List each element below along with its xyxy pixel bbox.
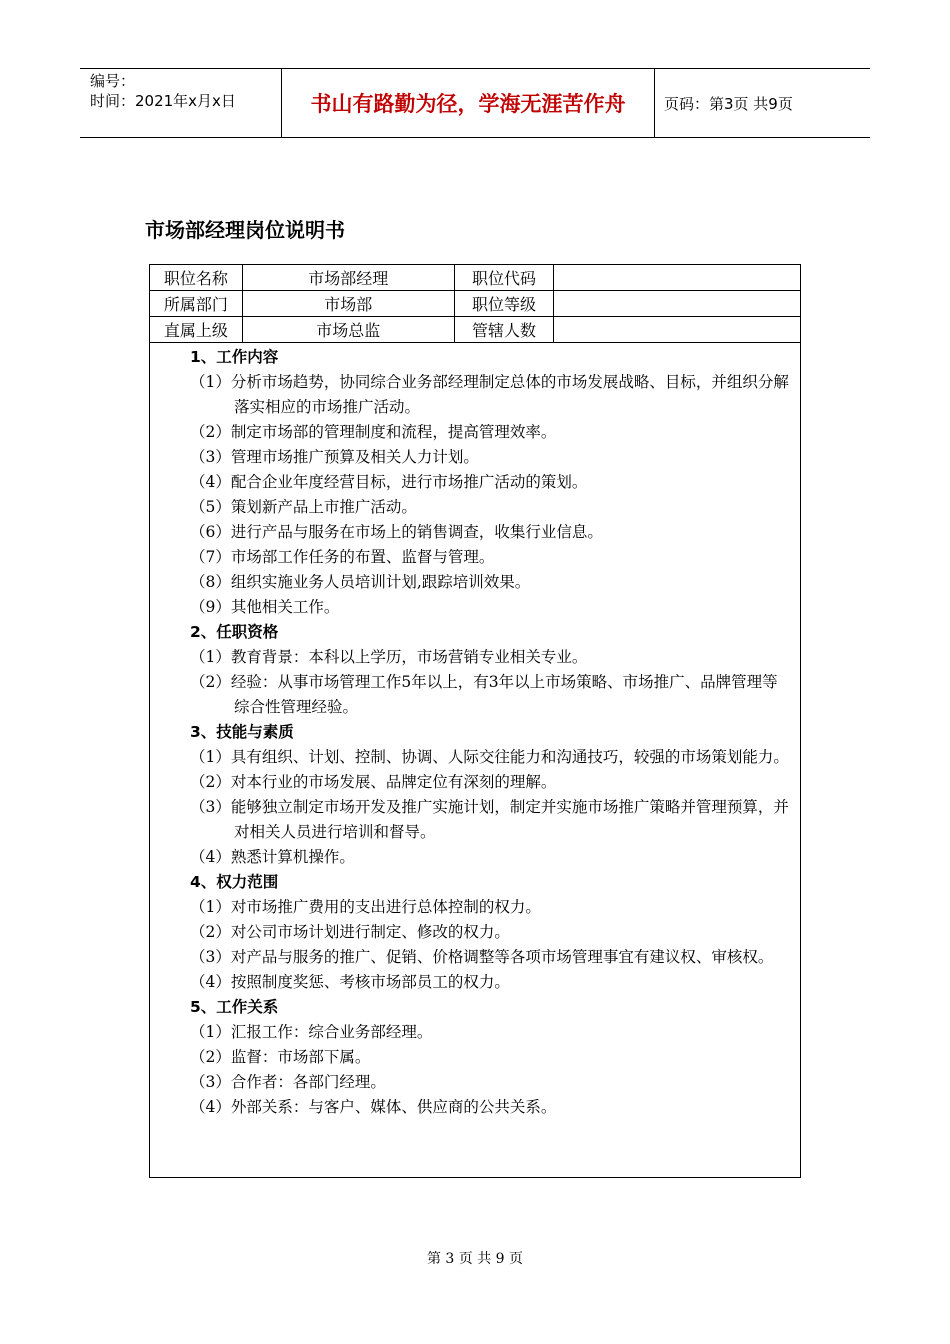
section-item: （2）监督：市场部下属。: [190, 1048, 371, 1066]
section-heading: 4、权力范围: [190, 873, 279, 891]
info-label: 管辖人数: [454, 317, 554, 343]
section-item: （3）对产品与服务的推广、促销、价格调整等各项市场管理事宜有建议权、审核权。: [190, 948, 774, 966]
document-number-label: 编号：: [90, 72, 136, 90]
section-item: （9）其他相关工作。: [190, 598, 340, 616]
info-row: [150, 291, 801, 317]
info-value: [554, 265, 801, 291]
section-item: （4）外部关系：与客户、媒体、供应商的公共关系。: [190, 1098, 557, 1116]
section-item: （6）进行产品与服务在市场上的销售调查，收集行业信息。: [190, 523, 603, 541]
page-footer: 第 3 页 共 9 页: [426, 1251, 524, 1267]
section-item: （1）汇报工作：综合业务部经理。: [190, 1023, 433, 1041]
header-motto: 书山有路勤为径，学海无涯苦作舟: [281, 69, 655, 137]
document-date-label: 时间：2021年x月x日: [90, 92, 236, 110]
info-label: 直属上级: [150, 317, 243, 343]
section-item: （2）对本行业的市场发展、品牌定位有深刻的理解。: [190, 773, 557, 791]
section-item: （1）分析市场趋势，协同综合业务部经理制定总体的市场发展战略、目标，并组织分解落实相应的市场推广活动。: [190, 373, 789, 416]
info-label: 职位等级: [454, 291, 554, 317]
job-description-content: [190, 345, 793, 1120]
section-item: （4）熟悉计算机操作。: [190, 848, 355, 866]
section-item: （2）制定市场部的管理制度和流程，提高管理效率。: [190, 423, 557, 441]
document-title: 市场部经理岗位说明书: [145, 218, 345, 242]
section-item: （4）配合企业年度经营目标，进行市场推广活动的策划。: [190, 473, 588, 491]
section-item: （1）具有组织、计划、控制、协调、人际交往能力和沟通技巧，较强的市场策划能力。: [190, 748, 789, 766]
info-label: 职位代码: [454, 265, 554, 291]
section-heading: 1、工作内容: [190, 348, 279, 366]
info-label: 职位名称: [150, 265, 243, 291]
position-info-table: [149, 264, 801, 343]
header-meta: [90, 71, 280, 111]
info-row: [150, 265, 801, 291]
info-value: 市场部: [242, 291, 454, 317]
section-heading: 5、工作关系: [190, 998, 279, 1016]
section-item: （8）组织实施业务人员培训计划,跟踪培训效果。: [190, 573, 531, 591]
section-item: （1）教育背景：本科以上学历，市场营销专业相关专业。: [190, 648, 588, 666]
section-item: （4）按照制度奖惩、考核市场部员工的权力。: [190, 973, 510, 991]
job-description-box: [149, 343, 801, 1178]
section-heading: 3、技能与素质: [190, 723, 294, 741]
info-value: [554, 291, 801, 317]
header-page-label: 页码：第3页 共9页: [664, 95, 793, 113]
info-value: 市场总监: [242, 317, 454, 343]
section-item: （2）对公司市场计划进行制定、修改的权力。: [190, 923, 510, 941]
section-item: （5）策划新产品上市推广活动。: [190, 498, 417, 516]
info-row: [150, 317, 801, 343]
section-item: （1）对市场推广费用的支出进行总体控制的权力。: [190, 898, 541, 916]
section-item: （3）合作者：各部门经理。: [190, 1073, 386, 1091]
section-heading: 2、任职资格: [190, 623, 279, 641]
section-item: （7）市场部工作任务的布置、监督与管理。: [190, 548, 495, 566]
section-item: （3）管理市场推广预算及相关人力计划。: [190, 448, 479, 466]
info-value: [554, 317, 801, 343]
info-label: 所属部门: [150, 291, 243, 317]
page-header: [80, 68, 870, 138]
info-value: 市场部经理: [242, 265, 454, 291]
section-item: （2）经验：从事市场管理工作5年以上，有3年以上市场策略、市场推广、品牌管理等综合性管理经验。: [190, 673, 778, 716]
section-item: （3）能够独立制定市场开发及推广实施计划，制定并实施市场推广策略并管理预算，并对相关人员进行培训和督导。: [190, 798, 789, 841]
